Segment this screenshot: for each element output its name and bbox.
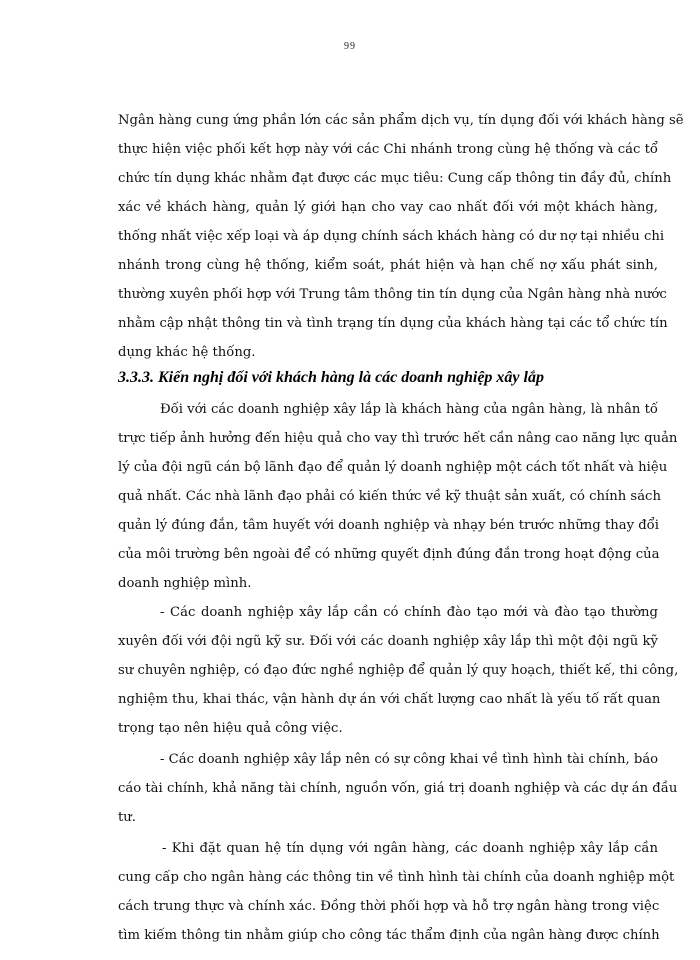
text-line: xuyên đối với đội ngũ kỹ sư. Đối với các doanh nghiệp xây lắp thì một đội ngũ kỹ xyxy=(118,634,658,649)
text-line: chức tín dụng khác nhằm đạt được các mục tiêu: Cung cấp thông tin đầy đủ, chính xyxy=(118,171,672,186)
text-line: - Khi đặt quan hệ tín dụng với ngân hàng, các doanh nghiệp xây lắp cần xyxy=(162,841,658,856)
text-line: thống nhất việc xếp loại và áp dụng chính sách khách hàng có dư nợ tại nhiều chi xyxy=(118,229,665,244)
text-line: thực hiện việc phối kết hợp này với các Chi nhánh trong cùng hệ thống và các tổ xyxy=(118,142,658,157)
text-line: tìm kiếm thông tin nhằm giúp cho công tác thẩm định của ngân hàng được chính xyxy=(118,928,660,943)
text-line: của môi trường bên ngoài để có những quyết định đúng đắn trong hoạt động của xyxy=(118,547,660,562)
page-number: 99 xyxy=(344,41,356,52)
text-line: trực tiếp ảnh hưởng đến hiệu quả cho vay thì trước hết cần nâng cao năng lực quản xyxy=(118,431,678,446)
text-line: Ngân hàng cung ứng phần lớn các sản phẩm dịch vụ, tín dụng đối với khách hàng sẽ xyxy=(118,113,684,128)
text-line: cách trung thực và chính xác. Đồng thời phối hợp và hỗ trợ ngân hàng trong việc xyxy=(118,899,660,914)
text-line: - Các doanh nghiệp xây lắp nên có sự công khai về tình hình tài chính, báo xyxy=(160,752,659,767)
text-line: - Các doanh nghiệp xây lắp cần có chính đào tạo mới và đào tạo thường xyxy=(160,605,658,620)
text-line: dụng khác hệ thống. xyxy=(118,345,256,360)
text-line: Đối với các doanh nghiệp xây lắp là khách hàng của ngân hàng, là nhân tố xyxy=(160,402,658,417)
text-line: sư chuyên nghiệp, có đạo đức nghề nghiệp để quản lý quy hoạch, thiết kế, thi công, xyxy=(118,663,679,678)
text-line: tư. xyxy=(118,810,136,825)
text-line: trọng tạo nên hiệu quả công việc. xyxy=(118,721,343,736)
text-line: lý của đội ngũ cán bộ lãnh đạo để quản lý doanh nghiệp một cách tốt nhất và hiệu xyxy=(118,460,668,475)
text-line: nhằm cập nhật thông tin và tình trạng tín dụng của khách hàng tại các tổ chức tín xyxy=(118,316,668,331)
text-line: quản lý đúng đắn, tâm huyết với doanh nghiệp và nhạy bén trước những thay đổi xyxy=(118,518,659,533)
text-line: xác về khách hàng, quản lý giới hạn cho vay cao nhất đối với một khách hàng, xyxy=(118,200,658,215)
text-line: doanh nghiệp mình. xyxy=(118,576,252,591)
text-line: cung cấp cho ngân hàng các thông tin về tình hình tài chính của doanh nghiệp một xyxy=(118,870,675,885)
text-line: cáo tài chính, khả năng tài chính, nguồn vốn, giá trị doanh nghiệp và các dự án đầu xyxy=(118,781,678,796)
text-line: nghiệm thu, khai thác, vận hành dự án với chất lượng cao nhất là yếu tố rất quan xyxy=(118,692,661,707)
text-line: nhánh trong cùng hệ thống, kiểm soát, phát hiện và hạn chế nợ xấu phát sinh, xyxy=(118,258,658,273)
text-line: thường xuyên phối hợp với Trung tâm thông tin tín dụng của Ngân hàng nhà nước xyxy=(118,287,667,302)
text-line: quả nhất. Các nhà lãnh đạo phải có kiến thức về kỹ thuật sản xuất, có chính sách xyxy=(118,489,661,504)
section-heading: 3.3.3. Kiến nghị đối với khách hàng là các doanh nghiệp xây lắp xyxy=(118,369,544,386)
